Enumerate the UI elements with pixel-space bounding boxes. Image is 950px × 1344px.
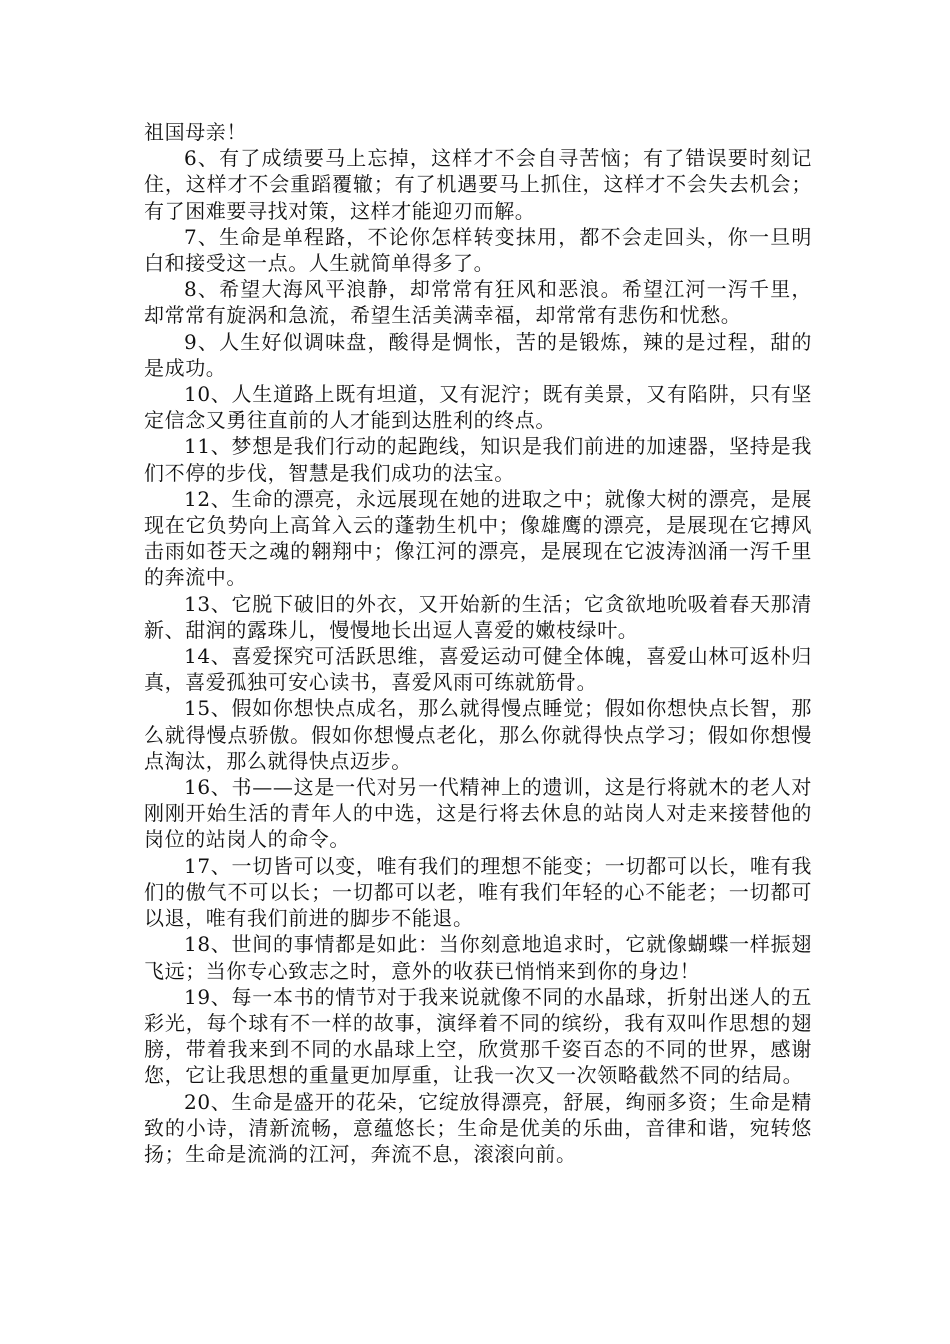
paragraph-17: 17、一切皆可以变，唯有我们的理想不能变；一切都可以长，唯有我们的傲气不可以长；一切都可以老，唯有我们年轻的心不能老；一切都可以退，唯有我们前进的脚步不能退。 — [144, 853, 812, 931]
paragraph-12: 12、生命的漂亮，永远展现在她的进取之中；就像大树的漂亮，是展现在它负势向上高耸入云的蓬勃生机中；像雄鹰的漂亮，是展现在它搏风击雨如苍天之魂的翱翔中；像江河的漂亮，是展现在它波涛汹涌一泻千里的奔流中。 — [144, 486, 812, 590]
paragraph-continuation: 祖国母亲！ — [144, 120, 247, 144]
paragraph-13: 13、它脱下破旧的外衣，又开始新的生活；它贪欲地吮吸着春天那清新、甜润的露珠儿，慢慢地长出逗人喜爱的嫩枝绿叶。 — [144, 591, 812, 642]
paragraph-11: 11、梦想是我们行动的起跑线，知识是我们前进的加速器，坚持是我们不停的步伐，智慧是我们成功的法宝。 — [144, 434, 812, 485]
paragraph-20: 20、生命是盛开的花朵，它绽放得漂亮，舒展，绚丽多资；生命是精致的小诗，清新流畅，意蕴悠长；生命是优美的乐曲，音律和谐，宛转悠扬；生命是流淌的江河，奔流不息，滚滚向前。 — [144, 1089, 812, 1166]
paragraph-15: 15、假如你想快点成名，那么就得慢点睡觉；假如你想快点长智，那么就得慢点骄傲。假如你想慢点老化，那么你就得快点学习；假如你想慢点淘汰，那么就得快点迈步。 — [144, 696, 812, 773]
paragraph-9: 9、人生好似调味盘，酸得是惆怅，苦的是锻炼，辣的是过程，甜的是成功。 — [144, 329, 812, 380]
paragraph-18: 18、世间的事情都是如此：当你刻意地追求时，它就像蝴蝶一样振翅飞远；当你专心致志之时，意外的收获已悄悄来到你的身边！ — [144, 932, 812, 983]
paragraph-19: 19、每一本书的情节对于我来说就像不同的水晶球，折射出迷人的五彩光，每个球有不一样的故事，演绎着不同的缤纷，我有双叫作思想的翅膀，带着我来到不同的水晶球上空，欣赏那千姿百态的不同的世界，感谢您，它让我思想的重量更加厚重，让我一次又一次领略截然不同的结局。 — [144, 984, 812, 1088]
paragraph-6: 6、有了成绩要马上忘掉，这样才不会自寻苦恼；有了错误要时刻记住，这样才不会重蹈覆辙；有了机遇要马上抓住，这样才不会失去机会；有了困难要寻找对策，这样才能迎刃而解。 — [144, 146, 812, 223]
paragraph-14: 14、喜爱探究可活跃思维，喜爱运动可健全体魄，喜爱山林可返朴归真，喜爱孤独可安心读书，喜爱风雨可练就筋骨。 — [144, 644, 812, 695]
document-body — [144, 119, 812, 1167]
paragraph-7: 7、生命是单程路，不论你怎样转变抹用，都不会走回头，你一旦明白和接受这一点。人生就简单得多了。 — [144, 224, 812, 276]
paragraph-8: 8、希望大海风平浪静，却常常有狂风和恶浪。希望江河一泻千里，却常常有旋涡和急流，希望生活美满幸福，却常常有悲伤和忧愁。 — [144, 277, 812, 328]
paragraph-10: 10、人生道路上既有坦道，又有泥泞；既有美景，又有陷阱，只有坚定信念又勇往直前的人才能到达胜利的终点。 — [144, 382, 812, 433]
paragraph-16: 16、书——这是一代对另一代精神上的遗训，这是行将就木的老人对刚刚开始生活的青年人的中选，这是行将去休息的站岗人对走来接替他的岗位的站岗人的命令。 — [144, 775, 812, 852]
